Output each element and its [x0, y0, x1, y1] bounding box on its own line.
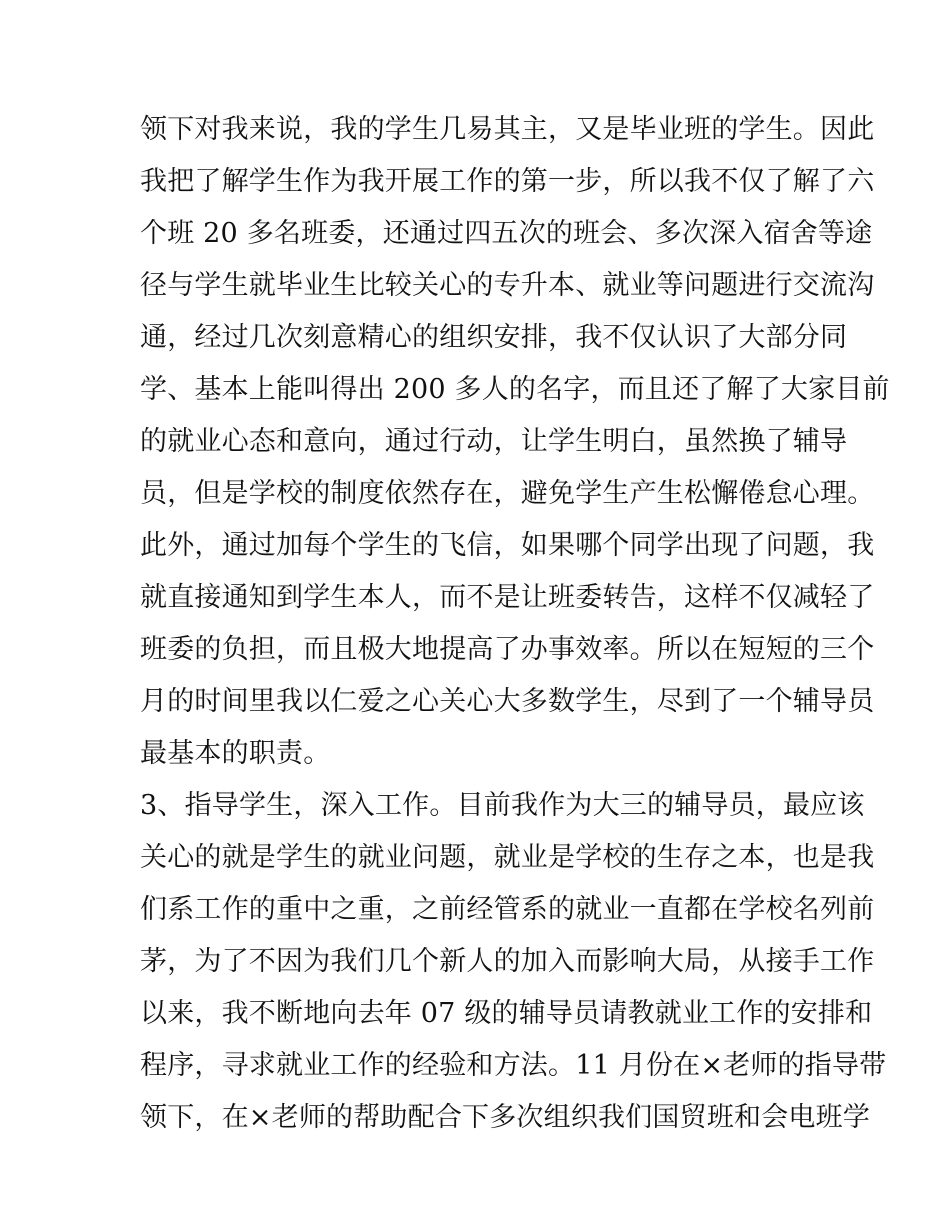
text-line: 的就业心态和意向，通过行动，让学生明白，虽然换了辅导	[140, 426, 848, 457]
text-line: 领下对我来说，我的学生几易其主，又是毕业班的学生。因此	[140, 114, 875, 145]
text-line: 最基本的职责。	[140, 738, 331, 769]
text-line: 学、基本上能叫得出 200 多人的名字，而且还了解了大家目前	[140, 374, 890, 405]
text-line: 茅，为了不因为我们几个新人的加入而影响大局，从接手工作	[140, 946, 875, 977]
text-line: 3、指导学生，深入工作。目前我作为大三的辅导员，最应该	[140, 790, 865, 821]
text-line: 以来，我不断地向去年 07 级的辅导员请教就业工作的安排和	[140, 998, 873, 1029]
text-line: 就直接通知到学生本人，而不是让班委转告，这样不仅减轻了	[140, 582, 875, 613]
text-line: 此外，通过加每个学生的飞信，如果哪个同学出现了问题，我	[140, 530, 875, 561]
text-line: 我把了解学生作为我开展工作的第一步，所以我不仅了解了六	[140, 166, 875, 197]
text-line: 通，经过几次刻意精心的组织安排，我不仅认识了大部分同	[140, 322, 848, 353]
text-line: 径与学生就毕业生比较关心的专升本、就业等问题进行交流沟	[140, 270, 875, 301]
text-line: 们系工作的重中之重，之前经管系的就业一直都在学校名列前	[140, 894, 875, 925]
text-line: 员，但是学校的制度依然存在，避免学生产生松懈倦怠心理。	[140, 478, 875, 509]
text-line: 程序，寻求就业工作的经验和方法。11 月份在×老师的指导带	[140, 1050, 887, 1081]
document-body-text	[140, 108, 890, 1148]
text-line: 个班 20 多名班委，还通过四五次的班会、多次深入宿舍等途	[140, 218, 873, 249]
text-line: 月的时间里我以仁爱之心关心大多数学生，尽到了一个辅导员	[140, 686, 875, 717]
text-line: 班委的负担，而且极大地提高了办事效率。所以在短短的三个	[140, 634, 875, 665]
text-line: 关心的就是学生的就业问题，就业是学校的生存之本，也是我	[140, 842, 875, 873]
text-line: 领下，在×老师的帮助配合下多次组织我们国贸班和会电班学	[140, 1102, 871, 1133]
